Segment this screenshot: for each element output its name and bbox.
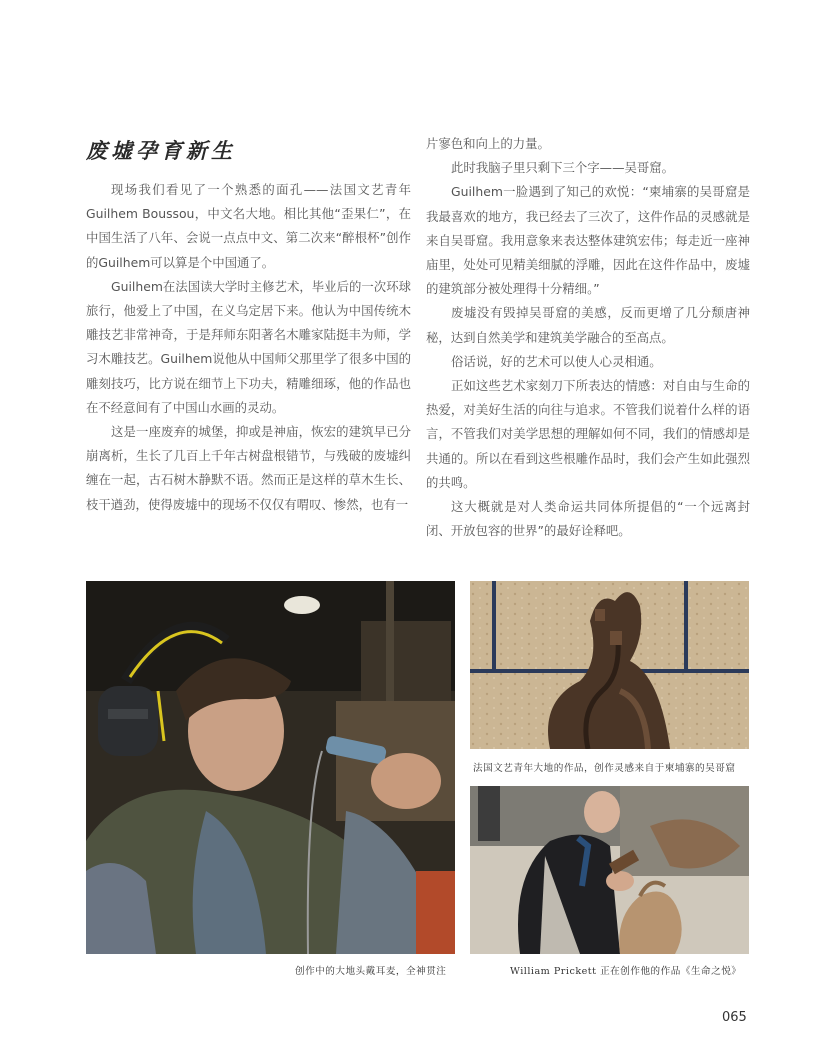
- paragraph: 片寥色和向上的力量。: [426, 136, 550, 151]
- paragraph: 这大概就是对人类命运共同体所提倡的“一个远离封闭、开放包容的世界”的最好诠释吧。: [426, 499, 750, 539]
- paragraph: 正如这些艺术家刻刀下所表达的情感：对自由与生命的热爱，对美好生活的向往与追求。不管我们说着什么样的语言，不管我们对美学思想的理解如何不同，我们的情感却是共通的。所以在看到这些根雕作品时，我们会产生如此强烈的共鸣。: [426, 378, 750, 490]
- right-text-column: [426, 132, 750, 543]
- photo-artist-carving-illustration: [86, 581, 455, 954]
- paragraph: 现场我们看见了一个熟悉的面孔——法国文艺青年Guilhem Boussou，中文名大地。相比其他“歪果仁”，在中国生活了八年、会说一点点中文、第二次来“醉根杯”创作的Guilhem可以算是个中国通了。: [86, 182, 411, 270]
- caption-artist-carving: 创作中的大地头戴耳麦，全神贯注: [295, 966, 447, 977]
- caption-root-sculpture: 法国文艺青年大地的作品，创作灵感来自于柬埔寨的吴哥窟: [473, 763, 736, 774]
- photo-artist-carving: [86, 581, 455, 954]
- photo-william-prickett: [470, 786, 749, 954]
- left-text-column: [86, 178, 411, 517]
- paragraph: 俗话说，好的艺术可以使人心灵相通。: [451, 353, 662, 369]
- paragraph: Guilhem在法国读大学时主修艺术，毕业后的一次环球旅行，他爱上了中国，在义乌定居下来。他认为中国传统木雕技艺非常神奇，于是拜师东阳著名木雕家陆挺丰为师，学习木雕技艺。Guilhem说他从中国师父那里学了很多中国的雕刻技巧，比方说在细节上下功夫，精雕细琢，他的作品也在不经意间有了中国山水画的灵动。: [86, 278, 411, 415]
- paragraph: 此时我脑子里只剩下三个字——吴哥窟。: [451, 160, 675, 176]
- caption-william-prickett: William Prickett 正在创作他的作品《生命之悦》: [510, 966, 742, 977]
- paragraph: Guilhem一脸遇到了知己的欢悦：“柬埔寨的吴哥窟是我最喜欢的地方，我已经去了三次了，这件作品的灵感就是来自吴哥窟。我用意象来表达整体建筑宏伟；每走近一座神庙里，处处可见精美细腻的浮雕，因此在这件作品中，废墟的建筑部分被处理得十分精细。”: [426, 184, 750, 297]
- paragraph: 这是一座废弃的城堡，抑或是神庙，恢宏的建筑早已分崩离析，生长了几百上千年古树盘根错节，与残破的废墟纠缠在一起，古石树木静默不语。然而正是这样的草木生长、枝干遒劲，使得废墟中的现场不仅仅有喟叹、惨然，也有一: [86, 424, 411, 512]
- article-title: 废墟孕育新生: [86, 138, 236, 163]
- page-number: 065: [722, 1010, 747, 1025]
- paragraph: 废墟没有毁掉吴哥窟的美感，反而更增了几分颓唐神秘，达到自然美学和建筑美学融合的至高点。: [426, 305, 750, 345]
- photo-william-prickett-illustration: [470, 786, 749, 954]
- photo-root-sculpture: [470, 581, 749, 749]
- photo-root-sculpture-illustration: [470, 581, 749, 749]
